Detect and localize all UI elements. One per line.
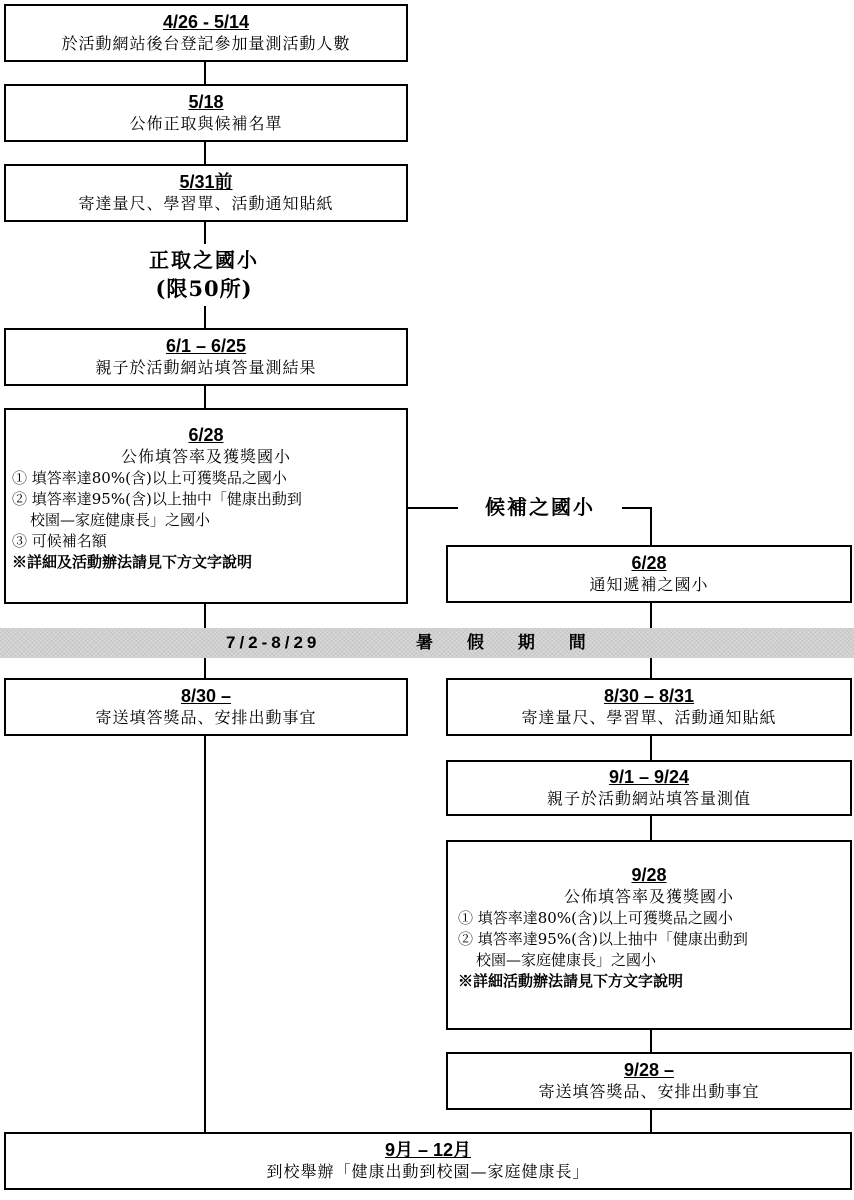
connector-label-4 <box>204 306 206 328</box>
step-desc: 寄達量尺、學習單、活動通知貼紙 <box>521 708 777 727</box>
connector-4-5 <box>204 384 206 410</box>
step-send-prizes <box>4 678 408 736</box>
connector-9-10 <box>650 814 652 840</box>
step-waitlist-mail-kit <box>446 678 852 736</box>
connector-10-11 <box>650 1028 652 1052</box>
connector-3-label <box>204 220 206 244</box>
connector-7-12 <box>204 736 206 1132</box>
step-date: 9/28 <box>631 865 667 885</box>
summer-dates: 7/2-8/29 <box>226 633 321 652</box>
branch-to-waitlist <box>408 507 458 509</box>
connector-band-8 <box>650 658 652 678</box>
connector-8-9 <box>650 736 652 760</box>
step-notify-waitlist <box>446 545 852 603</box>
step-desc: 到校舉辦「健康出動到校園—家庭健康長」 <box>266 1162 590 1181</box>
connector-band-7 <box>204 658 206 678</box>
step-desc: 通知遞補之國小 <box>589 575 709 594</box>
rule-line: ② 填答率達95%(含)以上抽中「健康出動到 <box>12 490 302 508</box>
step-date: 4/26 - 5/14 <box>162 12 250 32</box>
connector-6-band <box>650 602 652 628</box>
step-desc: 公佈填答率及獲獎國小 <box>563 887 734 906</box>
step-date: 9/28 – <box>623 1060 675 1080</box>
step-date: 6/28 <box>631 553 667 573</box>
step-school-event <box>4 1132 852 1190</box>
connector-5-band <box>204 602 206 628</box>
step-date: 9/1 – 9/24 <box>608 767 690 787</box>
award-rules <box>448 908 850 992</box>
step-desc: 親子於活動網站填答量測值 <box>546 789 751 808</box>
summer-break-band <box>0 628 854 658</box>
step-date: 8/30 – <box>180 686 232 706</box>
admitted-label-line2: (限50所) <box>155 276 253 301</box>
step-desc: 於活動網站後台登記參加量測活動人數 <box>61 34 351 53</box>
waitlist-label <box>460 493 620 521</box>
summer-title: 暑 假 期 間 <box>416 633 600 653</box>
step-mail-kit <box>4 164 408 222</box>
step-desc: 親子於活動網站填答量測結果 <box>95 358 317 377</box>
step-date: 5/18 <box>188 92 224 112</box>
step-desc: 寄送填答獎品、安排出動事宜 <box>538 1082 760 1101</box>
connector-waitlist-6 <box>650 507 652 545</box>
connector-2-3 <box>204 140 206 166</box>
step-desc: 寄送填答獎品、安排出動事宜 <box>95 708 317 727</box>
step-date: 6/28 <box>188 425 224 445</box>
rule-line: ① 填答率達80%(含)以上可獲獎品之國小 <box>458 909 733 927</box>
rule-note: ※詳細活動辦法請見下方文字說明 <box>458 972 684 990</box>
step-waitlist-announce-awards <box>446 840 852 1030</box>
connector-1-2 <box>204 60 206 86</box>
step-waitlist-send-prizes <box>446 1052 852 1110</box>
admitted-label <box>104 246 304 304</box>
branch-from-waitlist <box>622 507 652 509</box>
step-desc: 寄達量尺、學習單、活動通知貼紙 <box>78 194 334 213</box>
rule-line: ① 填答率達80%(含)以上可獲獎品之國小 <box>12 469 287 487</box>
step-date: 9月 – 12月 <box>384 1140 472 1160</box>
step-announce-awards <box>4 408 408 604</box>
step-date: 5/31前 <box>179 172 233 192</box>
waitlist-label-text: 候補之國小 <box>485 495 595 519</box>
admitted-label-line1: 正取之國小 <box>149 248 259 272</box>
rule-line: ② 填答率達95%(含)以上抽中「健康出動到 <box>458 930 748 948</box>
rule-line: ③ 可候補名額 <box>12 532 107 550</box>
step-fill-in <box>4 328 408 386</box>
rule-note: ※詳細及活動辦法請見下方文字說明 <box>12 553 253 571</box>
connector-11-12 <box>650 1108 652 1132</box>
rule-line: 校園—家庭健康長」之國小 <box>30 511 211 529</box>
rule-line: 校園—家庭健康長」之國小 <box>476 951 657 969</box>
step-waitlist-fill-in <box>446 760 852 816</box>
step-announce-list <box>4 84 408 142</box>
step-date: 6/1 – 6/25 <box>165 336 247 356</box>
step-desc: 公佈正取與候補名單 <box>129 114 283 133</box>
step-desc: 公佈填答率及獲獎國小 <box>120 447 291 466</box>
step-date: 8/30 – 8/31 <box>603 686 695 706</box>
step-registration <box>4 4 408 62</box>
award-rules <box>6 468 406 573</box>
